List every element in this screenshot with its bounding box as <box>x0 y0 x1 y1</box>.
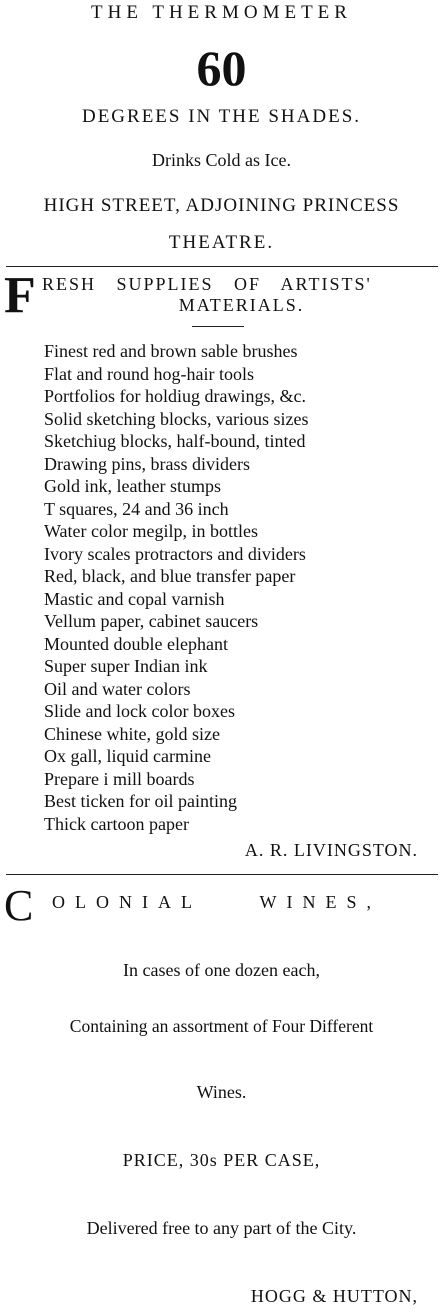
artists-signature: A. R. LIVINGSTON. <box>244 840 418 860</box>
thermometer-heading: THE THERMOMETER <box>91 2 352 23</box>
thermometer-tagline: Drinks Cold as Ice. <box>152 150 291 170</box>
materials-list <box>44 340 439 835</box>
list-item: Thick cartoon paper <box>44 813 189 834</box>
list-item: Sketchiug blocks, half-bound, tinted <box>44 431 306 451</box>
list-item: Slide and lock color boxes <box>44 701 235 721</box>
list-item: Prepare i mill boards <box>44 768 195 789</box>
wines-price: PRICE, 30s PER CASE, <box>122 1150 321 1170</box>
ad-divider <box>6 874 438 875</box>
list-item: Water color megilp, in bottles <box>44 521 258 541</box>
list-item: Solid sketching blocks, various sizes <box>44 408 309 429</box>
thermometer-degrees: 60 <box>196 40 247 96</box>
list-item: Chinese white, gold size <box>44 723 220 744</box>
list-item: Gold ink, leather stumps <box>44 476 221 496</box>
list-item: Super super Indian ink <box>44 656 208 676</box>
artists-heading: RESH SUPPLIES OF ARTISTS' <box>42 274 372 294</box>
list-item: Ox gall, liquid carmine <box>44 746 211 766</box>
list-item: Finest red and brown sable brushes <box>44 341 298 361</box>
wines-line-cases: In cases of one dozen each, <box>123 960 320 980</box>
wines-heading: OLONIAL WINES, <box>52 892 381 912</box>
list-item: Oil and water colors <box>44 678 191 699</box>
list-item: Drawing pins, brass dividers <box>44 453 250 474</box>
wines-signature: HOGG & HUTTON, <box>250 1286 418 1306</box>
thermometer-address-line1: HIGH STREET, ADJOINING PRINCESS <box>43 195 400 216</box>
list-item: Vellum paper, cabinet saucers <box>44 611 259 631</box>
wines-drop-cap: C <box>4 881 34 930</box>
heading-underline <box>192 326 244 327</box>
list-item: Ivory scales protractors and dividers <box>44 543 306 564</box>
list-item: Best ticken for oil painting <box>44 791 237 811</box>
list-item: Mastic and copal varnish <box>44 588 225 609</box>
wines-line-wines: Wines. <box>196 1082 247 1102</box>
list-item: Mounted double elephant <box>44 633 228 654</box>
list-item: T squares, 24 and 36 inch <box>44 498 229 519</box>
artists-drop-cap: F <box>4 267 36 324</box>
list-item: Flat and round hog-hair tools <box>44 363 254 384</box>
list-item: Portfolios for holdiug drawings, &c. <box>44 386 306 406</box>
wines-delivery: Delivered free to any part of the City. <box>86 1218 357 1238</box>
ad-divider <box>6 266 438 267</box>
wines-line-assortment: Containing an assortment of Four Different <box>69 1016 374 1036</box>
thermometer-address-line2: THEATRE. <box>168 232 275 253</box>
artists-heading-line2: MATERIALS. <box>178 295 305 315</box>
thermometer-subheading: DEGREES IN THE SHADES. <box>81 106 362 127</box>
list-item: Red, black, and blue transfer paper <box>44 566 296 586</box>
